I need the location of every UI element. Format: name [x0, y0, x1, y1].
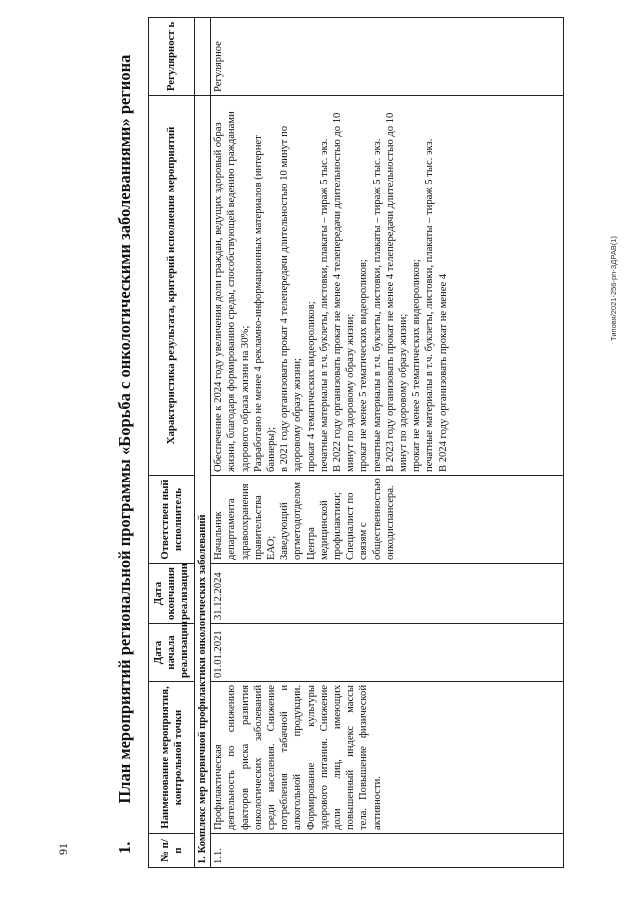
- row-regularity: Регулярное: [211, 18, 564, 96]
- page-number: 91: [56, 843, 70, 855]
- header-result: Характеристика результата, критерий исполнения мероприятий: [149, 96, 195, 476]
- row-start-date: 01.01.2021: [211, 624, 564, 682]
- result-line: В 2023 году организовать прокат не менее 4 телепередачи длительностью до 10 минут по здоровому образу жизни;: [384, 112, 410, 472]
- result-line: В 2022 году организовать прокат не менее 4 телепередачи длительностью до 10 минут по здоровому образу жизни;: [332, 112, 357, 472]
- header-number: № п/п: [149, 834, 195, 868]
- section-row-empty-cell: [195, 18, 211, 96]
- document-code-footer: Типовя/2021-256-рп-ЗДРАВ(1): [609, 236, 618, 341]
- rotated-page-content: [105, 18, 575, 868]
- row-responsible: Начальник департамента здравоохранения правительства ЕАО; Заведующий оргметодотделом Центра медицинской профилактики; Специалист по связям с общественностью онкодиспансера.: [211, 476, 564, 564]
- activities-plan-table: [148, 17, 564, 868]
- result-line: прокат 4 тематических видеороликов;: [305, 301, 317, 472]
- result-line: Разработано не менее 4 рекламно-информационных материалов (интернет баннеры);: [252, 135, 278, 472]
- row-activity-name: Профилактическая деятельность по снижению факторов риска развития онкологических заболеваний среди населения. Снижение потребления табачной и алкогольной продукции. Формирование культуры здорового питания. Снижение доли лиц, имеющих повышенный индекс массы тела. Повышение физической активности.: [211, 682, 564, 834]
- result-line: В 2024 году организовать прокат не менее 4: [437, 273, 449, 472]
- header-responsible: Ответствен ный исполнитель: [149, 476, 195, 564]
- section-heading: [105, 18, 145, 868]
- heading-number: 1.: [115, 841, 134, 854]
- header-start-date: Дата начала реализации: [149, 624, 195, 682]
- result-line: в 2021 году организовать прокат 4 телепередачи длительностью 10 минут по здоровому образу жизни;: [279, 125, 304, 472]
- result-line: печатные материалы в т.ч. буклеты, листовки, плакаты – тираж 5 тыс. экз.: [424, 138, 436, 472]
- header-end-date: Дата окончания реализации: [149, 564, 195, 624]
- row-number: 1.1.: [211, 834, 564, 868]
- result-line: Обеспечение к 2024 году увеличения доли граждан, ведущих здоровый образ жизни, благодаря формированию среды, способствующей ведению гражданами здорового образа жизни на 30%;: [213, 111, 251, 472]
- heading-text: План мероприятий региональной программы «Борьба с онкологическими заболеваниями» региона: [115, 54, 134, 804]
- section-title: 1. Комплекс мер первичной профилактики онкологических заболеваний: [195, 96, 211, 868]
- table-row: [211, 18, 564, 868]
- header-regularity: Регулярност ь: [149, 18, 195, 96]
- table-header-row: [149, 18, 195, 868]
- result-line: прокат не менее 5 тематических видеороликов;: [358, 259, 370, 472]
- row-end-date: 31.12.2024: [211, 564, 564, 624]
- result-line: печатные материалы в т.ч. буклеты, листовки, плакаты – тираж 5 тыс. экз.: [318, 138, 330, 472]
- section-row: [195, 18, 211, 868]
- result-line: прокат не менее 5 тематических видеороликов;: [411, 259, 423, 472]
- row-result: [211, 96, 564, 476]
- header-activity-name: Наименование мероприятия, контрольной точки: [149, 682, 195, 834]
- result-line: печатные материалы в т.ч. буклеты, листовки, плакаты – тираж 5 тыс. экз.: [371, 138, 383, 472]
